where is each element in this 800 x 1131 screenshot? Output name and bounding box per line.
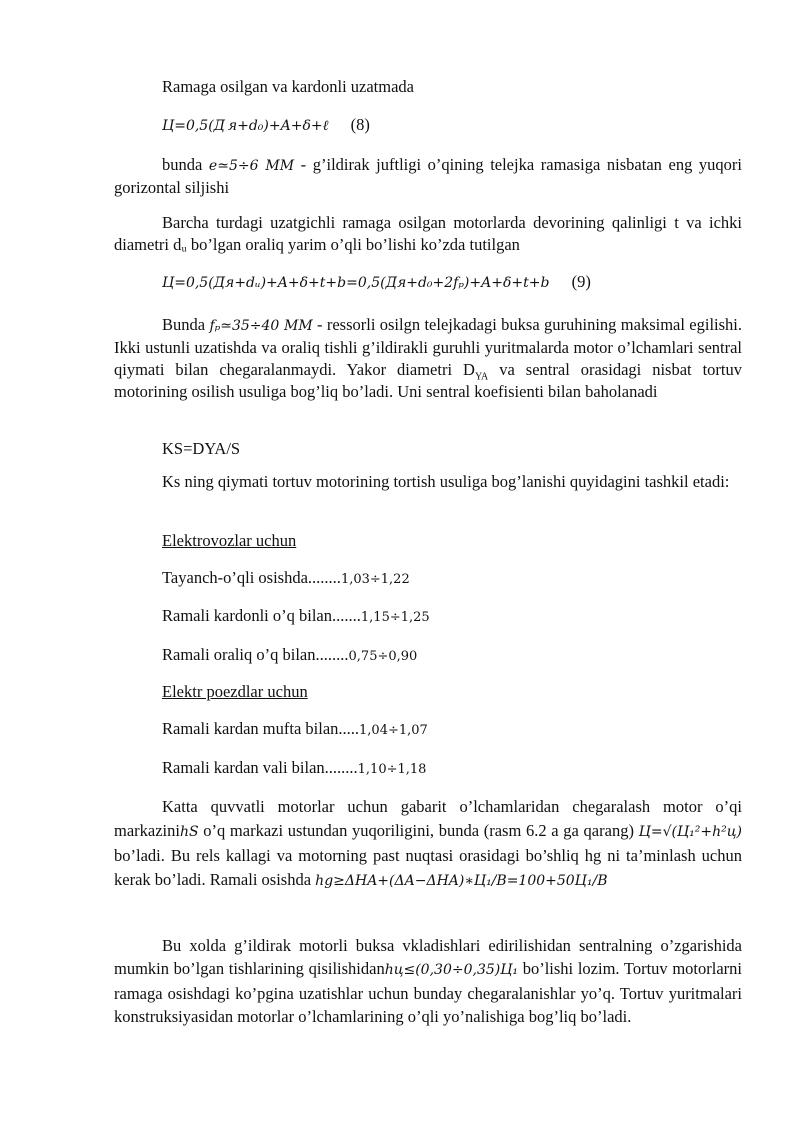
list-item-value: 1,04÷1,07 [359, 723, 428, 738]
list-item-label: Ramali kardonli o’q bilan....... [162, 606, 361, 625]
p3-formula: fₚ≃35÷40 MM [209, 318, 313, 334]
p5-text-c: bo’ladi. Bu rels kallagi va motorning past nuqtasi orasidagi bo’shliq hg ni ta’minlash uchun kerak bo’ladi. Ramali osishda [114, 846, 742, 889]
p5-text-a: Katta quvvatli motorlar uchun gabarit o’lchamlaridan chegaralash motor o’qi markazini [114, 797, 742, 840]
p6-text-b: bo’lishi lozim. Tortuv motorlarni ramaga osishdagi ko’pgina uzatishlar uchun bunday chegaralanishlar yo’q. Tortuv yuritmalari konstruksiyasidan motorlar o’lchamlarining o’qli yo’nalishiga bog’liq bo’ladi. [114, 959, 742, 1026]
paragraph-barcha: Barcha turdagi uzatgichli ramaga osilgan motorlarda devorining qalinligi t va ichki diametri dᵤ bo’lgan oraliq yarim o’qli bo’lishi ko’zda tutilgan [114, 213, 742, 254]
list-item-value: 0,75÷0,90 [348, 649, 418, 664]
list-item [162, 757, 426, 781]
intro-line: Ramaga osilgan va kardonli uzatmada [162, 77, 414, 96]
p5-hs-symbol: hS [179, 824, 199, 840]
list-item [162, 718, 428, 742]
p3-text-c: va sentral orasidagi nisbat tortuv motorining osilish usuliga bog’liq bo’ladi. Uni sentral koefisienti bilan baholanadi [114, 360, 742, 401]
paragraph-bunda-fp [114, 314, 742, 403]
paragraph-katta-quvvatli [114, 795, 742, 893]
p1-formula: e≃5÷6 MM [208, 158, 295, 174]
p3-text-b: - ressorli osilgn telejkadagi buksa guruhining maksimal egilishi. Ikki ustunli uzatishda va oraliq tishli g’ildirakli guruhli yuritmalarda motor o’lchamlari sentral qiymati bilan chegaralanmaydi. Yakor diametri D [114, 315, 742, 379]
p1-text-b: - g’ildirak juftligi o’qining telejka ramasiga nisbatan eng yuqori gorizontal siljishi [114, 155, 742, 197]
equation-8-number: (8) [350, 115, 370, 134]
p5-formula: Ц=√(Ц₁²+h²ц) [638, 824, 742, 840]
paragraph-bunda-e [114, 154, 742, 199]
list-item [162, 567, 410, 591]
equation-8-formula: Ц=0,5(Д я+d₀)+A+δ+ℓ [162, 118, 329, 134]
list-item-label: Ramali oraliq o’q bilan........ [162, 645, 349, 664]
list-item [162, 644, 417, 668]
p3-subscript: YA [474, 371, 489, 383]
heading-elektrovozlar: Elektrovozlar uchun [162, 531, 297, 550]
paragraph-ks: Ks ning qiymati tortuv motorining tortish usuliga bog’lanishi quyidagini tashkil etadi: [162, 472, 730, 491]
p3-text-a: Bunda [162, 315, 210, 334]
list-item-label: Ramali kardan vali bilan........ [162, 758, 358, 777]
p5-formula-2: hg≥ΔHA+(ΔA−ΔHA)∗Ц₁/B=100+50Ц₁/B [315, 873, 608, 889]
list-item-label: Tayanch-o’qli osishda........ [162, 568, 341, 587]
equation-9-number: (9) [571, 272, 591, 291]
p5-text-b: o’q markazi ustundan yuqoriligini, bunda (rasm 6.2 a ga qarang) [198, 821, 634, 840]
p6-formula: hц≤(0,30÷0,35)Ц₁ [384, 962, 519, 978]
paragraph-bu-xolda [114, 934, 742, 1028]
ks-definition: KS=DYA/S [162, 439, 241, 458]
list-item-label: Ramali kardan mufta bilan..... [162, 719, 360, 738]
heading-elektr-poezdlar: Elektr poezdlar uchun [162, 682, 308, 701]
list-item-value: 1,10÷1,18 [357, 762, 427, 777]
list-item [162, 605, 430, 629]
equation-8 [162, 114, 370, 137]
list-item-value: 1,03÷1,22 [340, 572, 410, 587]
equation-9 [162, 271, 591, 294]
p1-text-a: bunda [162, 155, 209, 174]
list-item-value: 1,15÷1,25 [360, 610, 430, 625]
p6-text-a: Bu xolda g’ildirak motorli buksa vkladishlari edirilishidan sentralning o’zgarishida mumkin bo’lgan tishlarining qisilishidan [114, 936, 742, 978]
equation-9-formula: Ц=0,5(Дя+dᵤ)+A+δ+t+b=0,5(Дя+d₀+2fₚ)+A+δ+t+b [162, 275, 550, 291]
